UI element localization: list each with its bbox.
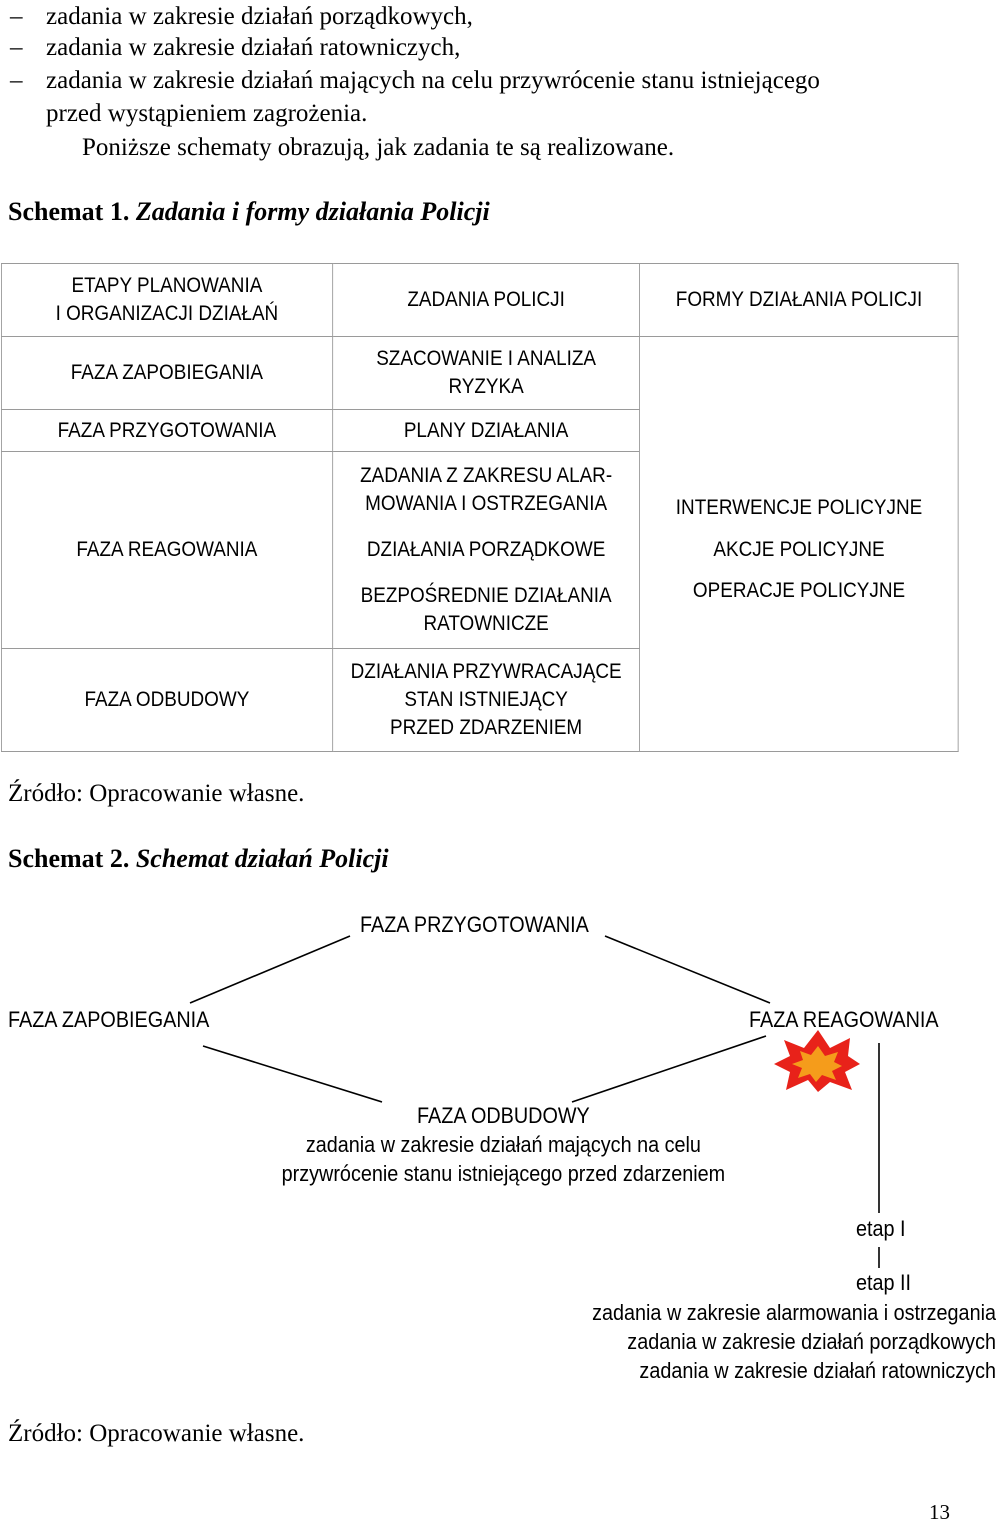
etap2-label: etap II (856, 1270, 912, 1295)
phase-przygotowania-label: FAZA PRZYGOTOWANIA (360, 912, 589, 937)
odbudowy-line: zadania w zakresie działań mających na celu (305, 1132, 701, 1157)
connector-line (203, 1046, 382, 1102)
bullet-dash: – (10, 34, 23, 61)
task-plany: PLANY DZIAŁANIA (332, 410, 640, 452)
list-item-text: zadania w zakresie działań mających na celu przywrócenie stanu istniejącego (46, 67, 820, 94)
bullet-dash: – (10, 3, 23, 30)
phase-odbudowy-label: FAZA ODBUDOWY (417, 1103, 590, 1128)
form-interwencje: INTERWENCJE POLICYJNE (640, 452, 958, 528)
phase-zapobiegania-label: FAZA ZAPOBIEGANIA (8, 1007, 210, 1032)
schema1-prefix: Schemat 1. (8, 197, 130, 226)
form-operacje: OPERACJE POLICYJNE (640, 573, 958, 752)
list-item-text: zadania w zakresie działań porządkowych, (46, 3, 473, 30)
form-akcje: AKCJE POLICYJNE (640, 528, 958, 572)
task-alarmowanie: ZADANIA Z ZAKRESU ALAR- MOWANIA I OSTRZEGANIA (332, 452, 640, 528)
page-number: 13 (929, 1500, 950, 1524)
phase-reagowania: FAZA REAGOWANIA (1, 452, 332, 649)
task-szacowanie: SZACOWANIE I ANALIZA RYZYKA (332, 337, 640, 410)
header-tasks: ZADANIA POLICJI (332, 264, 640, 337)
connector-line (572, 1036, 766, 1102)
etap2-task: zadania w zakresie działań porządkowych (627, 1329, 996, 1354)
header-forms: FORMY DZIAŁANIA POLICJI (640, 264, 958, 337)
bullet-dash: – (10, 67, 23, 94)
etap2-task: zadania w zakresie działań ratowniczych (639, 1358, 996, 1383)
etap2-tasks (535, 1298, 996, 1385)
phase-reagowania-label: FAZA REAGOWANIA (749, 1007, 939, 1032)
etap1-label: etap I (856, 1216, 906, 1241)
schema2-title: Schemat działań Policji (135, 844, 389, 873)
task-przywracajace: DZIAŁANIA PRZYWRACAJĄCE STAN ISTNIEJĄCY PRZED ZDARZENIEM (332, 649, 640, 752)
connector-line (190, 936, 350, 1003)
header-stages: ETAPY PLANOWANIA I ORGANIZACJI DZIAŁAŃ (1, 264, 332, 337)
list-item-text: przed wystąpieniem zagrożenia. (46, 100, 368, 127)
explosion-icon (774, 1030, 860, 1092)
schema2-source: Źródło: Opracowanie własne. (8, 1420, 305, 1447)
task-porzadkowe: DZIAŁANIA PORZĄDKOWE (332, 528, 640, 572)
odbudowy-line: przywrócenie stanu istniejącego przed zdarzeniem (281, 1161, 726, 1186)
phase-odbudowy-block (264, 1101, 743, 1188)
schema1-source: Źródło: Opracowanie własne. (8, 780, 305, 807)
schema2-prefix: Schemat 2. (8, 844, 130, 873)
phase-przygotowania: FAZA PRZYGOTOWANIA (1, 410, 332, 452)
schema1-title: Zadania i formy działania Policji (135, 197, 490, 226)
phase-odbudowy: FAZA ODBUDOWY (1, 649, 332, 752)
etap2-task: zadania w zakresie alarmowania i ostrzegania (592, 1300, 996, 1325)
connector-line (605, 936, 770, 1003)
phase-zapobiegania: FAZA ZAPOBIEGANIA (1, 337, 332, 410)
list-item-text: zadania w zakresie działań ratowniczych, (46, 34, 461, 61)
task-ratownicze: BEZPOŚREDNIE DZIAŁANIA RATOWNICZE (332, 573, 640, 649)
